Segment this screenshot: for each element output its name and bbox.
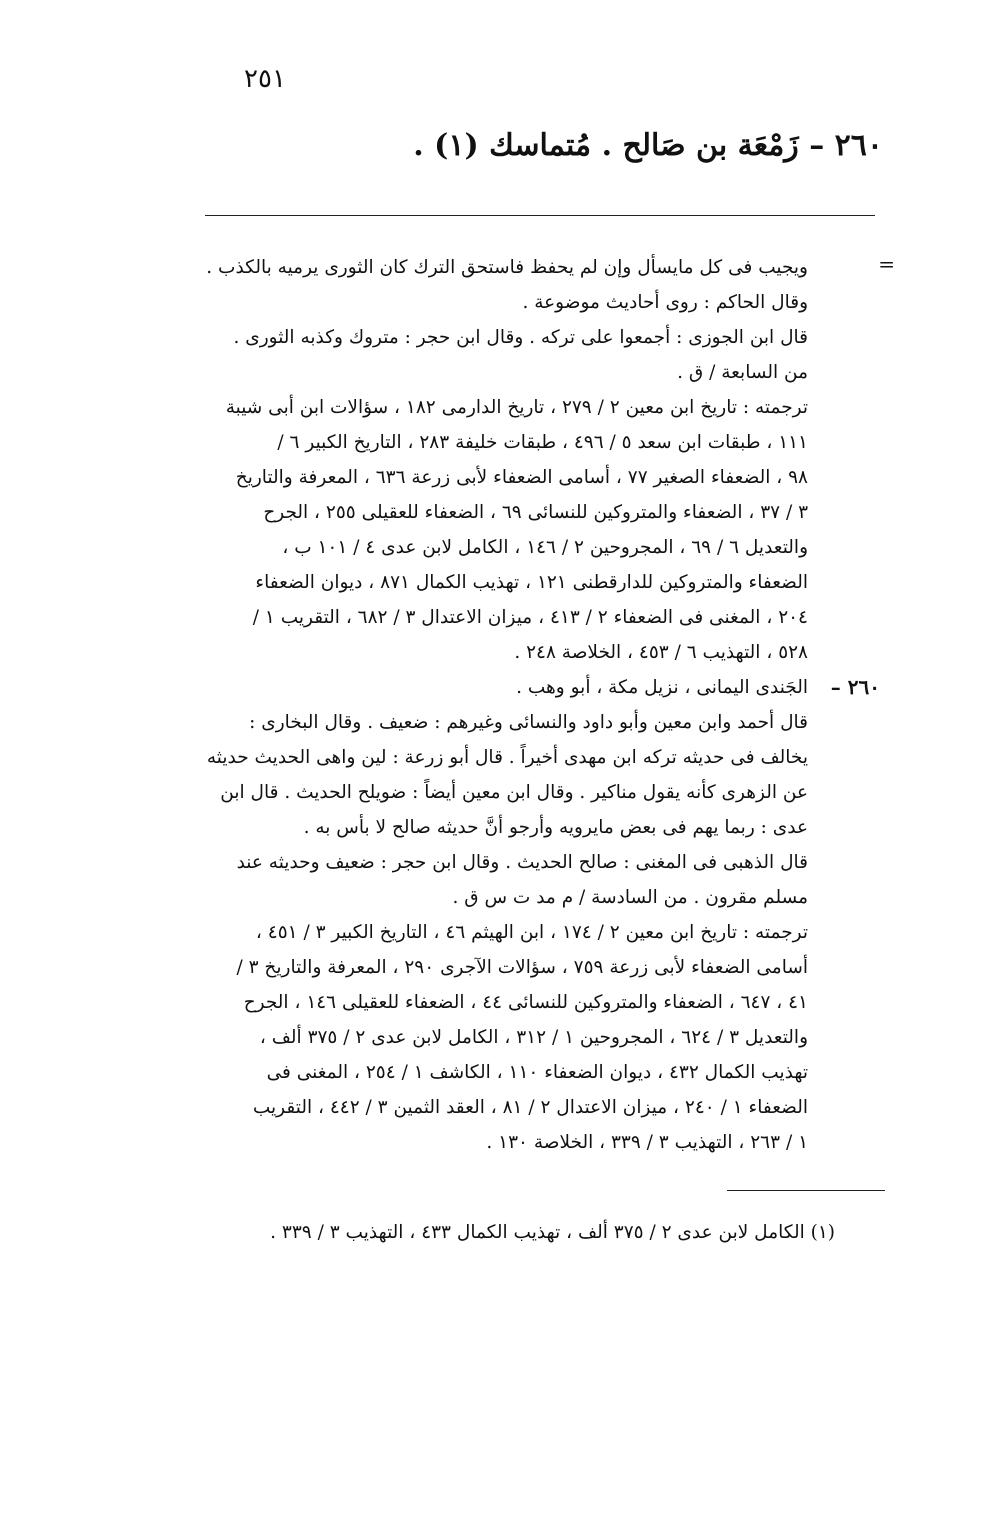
text-line: قال الذهبى فى المغنى : صالح الحديث . وقال ابن حجر : ضعيف وحديثه عند — [236, 852, 808, 873]
text-line: ٤١ ، ٦٤٧ ، الضعفاء والمتروكين للنسائى ٤٤ ، الضعفاء للعقيلى ١٤٦ ، الجرح — [243, 992, 808, 1013]
text-line: وقال الحاكم : روى أحاديث موضوعة . — [522, 292, 808, 313]
footnote-divider — [727, 1190, 885, 1191]
page-number: ٢٥١ — [244, 64, 286, 94]
text-line: مسلم مقرون . من السادسة / م مد ت س ق . — [452, 887, 808, 908]
text-line: ترجمته : تاريخ ابن معين ٢ / ٢٧٩ ، تاريخ الدارمى ١٨٢ ، سؤالات ابن أبى شيبة — [225, 397, 808, 418]
text-line: ٣ / ٣٧ ، الضعفاء والمتروكين للنسائى ٦٩ ، الضعفاء للعقيلى ٢٥٥ ، الجرح — [263, 502, 808, 523]
text-line: ١ / ٢٦٣ ، التهذيب ٣ / ٣٣٩ ، الخلاصة ١٣٠ . — [486, 1132, 808, 1153]
text-line: عدى : ربما يهم فى بعض مايرويه وأرجو أنَّ حديثه صالح لا بأس به . — [303, 817, 808, 838]
text-line: يخالف فى حديثه تركه ابن مهدى أخيراً . قال أبو زرعة : لين واهى الحديث حديثه — [206, 747, 808, 768]
text-line: عن الزهرى كأنه يقول مناكير . وقال ابن معين أيضاً : ضويلح الحديث . قال ابن — [220, 782, 808, 803]
entry-heading: ٢٦٠ – زَمْعَة بن صَالح . مُتماسك (١) . — [413, 128, 883, 163]
text-line: ٩٨ ، الضعفاء الصغير ٧٧ ، أسامى الضعفاء لأبى زرعة ٦٣٦ ، المعرفة والتاريخ — [235, 467, 808, 488]
continuation-mark: = — [878, 252, 895, 276]
footnote: (١) الكامل لابن عدى ٢ / ٣٧٥ ألف ، تهذيب الكمال ٤٣٣ ، التهذيب ٣ / ٣٣٩ . — [270, 1222, 835, 1243]
text-line: والتعديل ٦ / ٦٩ ، المجروحين ٢ / ١٤٦ ، الكامل لابن عدى ٤ / ١٠١ ب ، — [282, 537, 808, 558]
text-line: ١١١ ، طبقات ابن سعد ٥ / ٤٩٦ ، طبقات خليفة ٢٨٣ ، التاريخ الكبير ٦ / — [277, 432, 808, 453]
text-line: ترجمته : تاريخ ابن معين ٢ / ١٧٤ ، ابن الهيثم ٤٦ ، التاريخ الكبير ٣ / ٤٥١ ، — [255, 922, 808, 943]
text-line: أسامى الضعفاء لأبى زرعة ٧٥٩ ، سؤالات الآجرى ٢٩٠ ، المعرفة والتاريخ ٣ / — [236, 957, 808, 978]
text-line: قال ابن الجوزى : أجمعوا على تركه . وقال ابن حجر : متروك وكذبه الثورى . — [233, 327, 808, 348]
entry-line-text: الجَندى اليمانى ، نزيل مكة ، أبو وهب . — [516, 677, 808, 698]
header-divider — [205, 215, 875, 216]
entry-number: ٢٦٠ – — [830, 675, 880, 699]
text-line: والتعديل ٣ / ٦٢٤ ، المجروحين ١ / ٣١٢ ، الكامل لابن عدى ٢ / ٣٧٥ ألف ، — [259, 1027, 808, 1048]
text-line: الضعفاء ١ / ٢٤٠ ، ميزان الاعتدال ٢ / ٨١ ، العقد الثمين ٣ / ٤٤٢ ، التقريب — [252, 1097, 808, 1118]
entry-first-line — [168, 670, 880, 705]
text-line: ٥٢٨ ، التهذيب ٦ / ٤٥٣ ، الخلاصة ٢٤٨ . — [514, 642, 808, 663]
body-text — [168, 250, 880, 1160]
text-line: من السابعة / ق . — [677, 362, 808, 383]
text-line: ٢٠٤ ، المغنى فى الضعفاء ٢ / ٤١٣ ، ميزان الاعتدال ٣ / ٦٨٢ ، التقريب ١ / — [252, 607, 808, 628]
text-line: قال أحمد وابن معين وأبو داود والنسائى وغيرهم : ضعيف . وقال البخارى : — [249, 712, 808, 733]
text-line: ويجيب فى كل مايسأل وإن لم يحفظ فاستحق الترك كان الثورى يرميه بالكذب . — [206, 257, 808, 278]
text-line: الضعفاء والمتروكين للدارقطنى ١٢١ ، تهذيب الكمال ٨٧١ ، ديوان الضعفاء — [255, 572, 808, 593]
text-line: تهذيب الكمال ٤٣٢ ، ديوان الضعفاء ١١٠ ، الكاشف ١ / ٢٥٤ ، المغنى فى — [266, 1062, 808, 1083]
